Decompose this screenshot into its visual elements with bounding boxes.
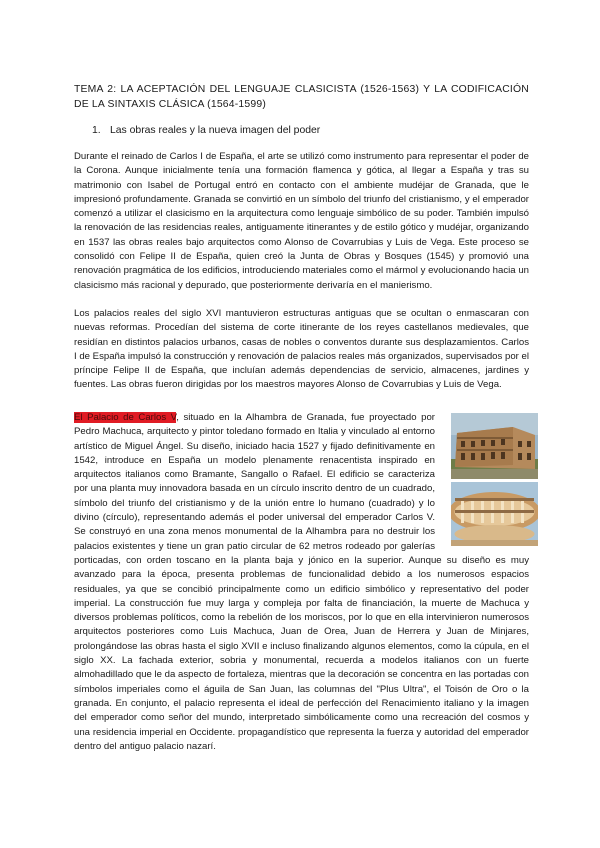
palace-photos (451, 413, 538, 546)
palace-courtyard-image (451, 482, 538, 546)
paragraph-reign-carlos: Durante el reinado de Carlos I de España, el arte se utilizó como instrumento para representar el poder de la Corona. Aunque inicialmente tenía una formación flamenca y gótica, al llegar a España y tras su matrimonio con Isabel de Portugal entró en contacto con el ambiente mudéjar de Granada, que le impresionó profundamente. Granada se convirtió en un símbolo del triunfo del cristianismo, y el emperador comenzó a utilizar el clasicismo en la arquitectura como lenguaje simbólico de su poder. También impulsó la renovación de las residencias reales, antiguamente itinerantes y de estilo gótico y mudéjar, organizando en 1537 las obras reales bajo arquitectos como Alonso de Covarrubias y Luis de Vega. Este proceso se consolidó con Felipe II de España, quien creó la Junta de Obras y Bosques (1545) y promovió una renovación pragmática de los edificios, introduciendo materiales como el mármol y evolucionando hacia un clasicismo más racional y depurado, que posteriormente derivaría en el manierismo. (74, 151, 529, 291)
paragraph-royal-palaces: Los palacios reales del siglo XVI mantuvieron estructuras antiguas que se ocultan o enmascaran con nuevas reformas. Procedían del sistema de corte itinerante de los reyes castellanos medievales, que residían en distintos palacios urbanos, casas de nobles o conventos durante sus desplazamientos. Carlos I de España impulsó la construcción y renovación de palacios reales más organizados, supervisados por el príncipe Felipe II de España, que incluían además dependencias de servicio, almacenes, jardines y fuentes. Las obras fueron dirigidas por los maestros mayores Alonso de Covarrubias y Luis de Vega. (74, 308, 529, 391)
palace-facade-image (451, 413, 538, 479)
document-title: TEMA 2: LA ACEPTACIÓN DEL LENGUAJE CLASICISTA (1526-1563) Y LA CODIFICACIÓN DE LA SINTAXIS CLÁSICA (1564-1599) (74, 84, 529, 110)
palace-description-text: , situado en la Alhambra de Granada, fue proyectado por Pedro Machuca, arquitecto y pintor toledano formado en Italia y vinculado al entorno artístico de Miguel Ángel. Su diseño, iniciado hacia 1527 y fijado definitivamente en 1542, introduce en España un modelo plenamente renacentista inspirado en arquitectos italianos como Bramante, Sangallo o Rafael. El edificio se caracteriza por una planta muy innovadora basada en un círculo inscrito dentro de un cuadrado, símbolo del triunfo del cristianismo y de la unión entre lo humano (cuadrado) y lo divino (círculo), representando además el poder universal del emperador Carlos V. Se construyó en una zona menos monumental de la Alhambra para no destruir los palacios existentes y tiene un gran patio circular de 62 metros rodeado por galerías porticadas, con orden toscano en la planta baja y jónico en la superior. Aunque su diseño es muy avanzado para la época, presenta problemas de funcionalidad debido a los numerosos espacios residuales, ya que se concibió principalmente como un edificio simbólico y representativo del poder imperial. La construcción fue muy larga y compleja por falta de financiación, la muerte de Machuca y diversos problemas políticos, como la rebelión de los moriscos, por lo que en ella intervinieron numerosos arquitectos posteriores como Luis Machuca, Juan de Orea, Juan de Herrera y Juan de Minjares, prolongándose las obras hasta el siglo XVII e incluso finalizando algunos elementos, como la cúpula, en el siglo XX. La fachada exterior, sobria y monumental, recuerda a modelos italianos con un fuerte almohadillado que le da aspecto de fortaleza, mientras que la decoración se concentra en las portadas con símbolos imperiales como el águila de San Juan, las columnas del "Plus Ultra", el Toisón de Oro o la granada. En conjunto, el palacio representa el ideal de perfección del Renacimiento italiano y la imagen del emperador como señor del mundo, interpretado simbólicamente como una recreación del cosmos y una residencia imperial en Occidente. propagandístico que representa la fuerza y autoridad del emperador dentro del antiguo palacio nazarí. (74, 412, 529, 752)
highlighted-palace-name: El Palacio de Carlos V (74, 412, 177, 423)
section-heading (92, 124, 320, 138)
section-number: 1. (92, 125, 101, 136)
section-label: Las obras reales y la nueva imagen del poder (110, 125, 321, 136)
